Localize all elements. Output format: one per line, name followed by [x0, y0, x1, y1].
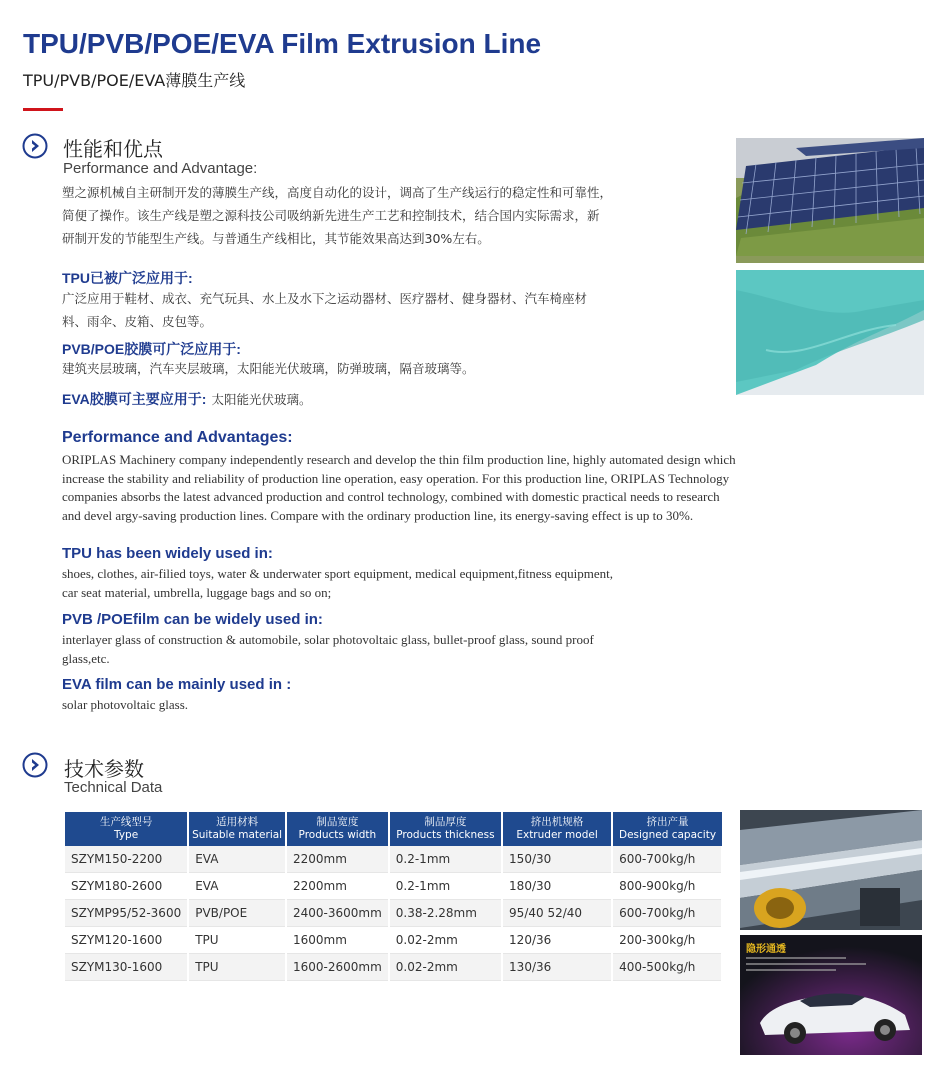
- eva-heading-cn: EVA胶膜可主要应用于:: [62, 391, 207, 407]
- cell-width: 2400-3600mm: [286, 900, 389, 927]
- cell-thickness: 0.02-2mm: [389, 927, 502, 954]
- pvb-en-line: glass,etc.: [62, 650, 110, 666]
- tech-data-table: [65, 812, 723, 981]
- chevron-circle-icon: [22, 133, 48, 159]
- chevron-circle-icon: [22, 752, 48, 778]
- car-ad-title: 隐形通透: [746, 944, 786, 955]
- cell-extruder: 150/30: [502, 846, 612, 873]
- section-title-en: Technical Data: [64, 779, 163, 796]
- film-roll-photo: [736, 270, 924, 395]
- cell-type: SZYM180-2600: [65, 873, 188, 900]
- tpu-heading-cn: TPU已被广泛应用于:: [62, 270, 193, 286]
- cell-width: 1600mm: [286, 927, 389, 954]
- cell-type: SZYM130-1600: [65, 954, 188, 981]
- cell-material: EVA: [188, 873, 286, 900]
- perf-en-line: and devel argy-saving production lines. Compare with the ordinary production line, its energy-saving effect is up to 30%.: [62, 507, 694, 523]
- table-row: [65, 954, 722, 981]
- table-header-cell: 制品厚度 Products thickness: [389, 812, 502, 846]
- eva-text-cn: 太阳能光伏玻璃。: [211, 392, 312, 407]
- cell-type: SZYM120-1600: [65, 927, 188, 954]
- perf-en-line: ORIPLAS Machinery company independently research and develop the thin film production line, highly automated design which: [62, 452, 736, 467]
- intro-cn: [62, 181, 702, 250]
- table-header-cell: 挤出产量 Designed capacity: [612, 812, 722, 846]
- tpu-text-en: [62, 565, 613, 602]
- page-subtitle: TPU/PVB/POE/EVA薄膜生产线: [23, 71, 246, 90]
- pvb-text-en: [62, 631, 594, 668]
- pvb-text-cn: 建筑夹层玻璃，汽车夹层玻璃，太阳能光伏玻璃，防弹玻璃，隔音玻璃等。: [62, 361, 475, 376]
- cell-material: PVB/POE: [188, 900, 286, 927]
- perf-heading-en: Performance and Advantages:: [62, 429, 293, 446]
- cell-material: EVA: [188, 846, 286, 873]
- solar-panels-photo: [736, 138, 924, 263]
- perf-text-en: [62, 451, 822, 525]
- tpu-cn-line: 料、雨伞、皮箱、皮包等。: [62, 314, 213, 329]
- pvb-heading-cn: PVB/POE胶膜可广泛应用于:: [62, 341, 241, 357]
- car-ad-photo: [740, 935, 922, 1055]
- pvb-en-line: interlayer glass of construction & automobile, solar photovoltaic glass, bullet-proof glass, sound proof: [62, 632, 594, 647]
- section-title-en: Performance and Advantage:: [63, 160, 258, 177]
- cell-capacity: 600-700kg/h: [612, 900, 722, 927]
- cell-extruder: 180/30: [502, 873, 612, 900]
- cell-material: TPU: [188, 927, 286, 954]
- cell-material: TPU: [188, 954, 286, 981]
- section-title-cn: 性能和优点: [63, 137, 163, 161]
- intro-cn-line: 研制开发的节能型生产线。与普通生产线相比，其节能效果高达到30%左右。: [62, 231, 490, 246]
- tpu-cn-line: 广泛应用于鞋材、成衣、充气玩具、水上及水下之运动器材、医疗器材、健身器材、汽车椅座材: [62, 291, 588, 306]
- section-title-cn: 技术参数: [64, 757, 144, 781]
- cell-thickness: 0.02-2mm: [389, 954, 502, 981]
- table-header-row: [65, 812, 722, 846]
- table-row: [65, 846, 722, 873]
- title-divider: [23, 108, 63, 111]
- cell-extruder: 95/40 52/40: [502, 900, 612, 927]
- cell-capacity: 400-500kg/h: [612, 954, 722, 981]
- eva-text-en: solar photovoltaic glass.: [62, 697, 189, 712]
- tpu-heading-en: TPU has been widely used in:: [62, 545, 273, 562]
- extrusion-rollers-photo: [740, 810, 922, 930]
- cell-width: 2200mm: [286, 873, 389, 900]
- table-row: [65, 900, 722, 927]
- intro-cn-line: 塑之源机械自主研制开发的薄膜生产线，高度自动化的设计，调高了生产线运行的稳定性和可靠性，: [62, 185, 613, 200]
- cell-width: 1600-2600mm: [286, 954, 389, 981]
- cell-thickness: 0.2-1mm: [389, 846, 502, 873]
- table-row: [65, 927, 722, 954]
- pvb-heading-en: PVB /POEfilm can be widely used in:: [62, 611, 323, 628]
- cell-extruder: 120/36: [502, 927, 612, 954]
- page-title: TPU/PVB/POE/EVA Film Extrusion Line: [23, 28, 542, 59]
- cell-extruder: 130/36: [502, 954, 612, 981]
- cell-capacity: 800-900kg/h: [612, 873, 722, 900]
- cell-capacity: 200-300kg/h: [612, 927, 722, 954]
- tpu-en-line: shoes, clothes, air-filied toys, water & underwater sport equipment, medical equipment,fitness equipment,: [62, 566, 614, 581]
- cell-thickness: 0.38-2.28mm: [389, 900, 502, 927]
- intro-cn-line: 简便了操作。该生产线是塑之源科技公司吸纳新先进生产工艺和控制技术，结合国内实际需求，新: [62, 208, 600, 223]
- cell-width: 2200mm: [286, 846, 389, 873]
- cell-capacity: 600-700kg/h: [612, 846, 722, 873]
- cell-type: SZYMP95/52-3600: [65, 900, 188, 927]
- table-header-cell: 制品宽度 Products width: [286, 812, 389, 846]
- eva-line-cn: [62, 388, 312, 411]
- tpu-text-cn: [62, 287, 702, 333]
- table-header-cell: 挤出机规格 Extruder model: [502, 812, 612, 846]
- cell-thickness: 0.2-1mm: [389, 873, 502, 900]
- table-header-cell: 生产线型号 Type: [65, 812, 188, 846]
- cell-type: SZYM150-2200: [65, 846, 188, 873]
- perf-en-line: companies absorbs the latest advanced production and control technology, combined with domestic practical needs to research: [62, 489, 720, 504]
- perf-en-line: increase the stability and reliability of production line operation, easy operation. For this production line, ORIPLAS Technology: [62, 470, 730, 486]
- table-header-cell: 适用材料 Suitable material: [188, 812, 286, 846]
- table-row: [65, 873, 722, 900]
- eva-heading-en: EVA film can be mainly used in :: [62, 676, 292, 693]
- tpu-en-line: car seat material, umbrella, luggage bags and so on;: [62, 584, 332, 600]
